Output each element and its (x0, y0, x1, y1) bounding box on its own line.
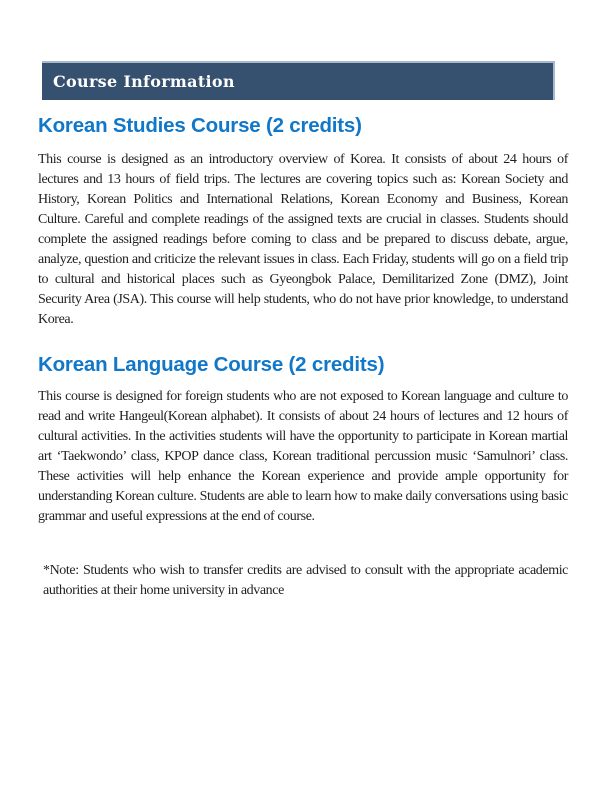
course-1-description: This course is designed as an introductory overview of Korea. It consists of about 24 hours of lectures and 13 hours of field trips. The lectures are covering topics such as: Korean Society and History, Korean Politics and International Relations, Korean Economy and Business, Korean Culture. Careful and complete readings of the assigned texts are crucial in classes. Students should complete the assigned readings before coming to class and be prepared to discuss debate, argue, analyze, question and criticize the relevant issues in class. Each Friday, students will go on a field trip to cultural and historical places such as Gyeongbok Palace, Demilitarized Zone (DMZ), Joint Security Area (JSA). This course will help students, who do not have prior knowledge, to understand Korea. (38, 152, 568, 327)
section-header-title: Course Information (53, 72, 235, 91)
transfer-credit-note: *Note: Students who wish to transfer credits are advised to consult with the appropriate academic authorities at their home university in advance (43, 563, 568, 598)
section-header-bar (42, 61, 555, 100)
course-1-title: Korean Studies Course (2 credits) (38, 114, 362, 137)
course-2-title: Korean Language Course (2 credits) (38, 353, 385, 376)
course-2-description: This course is designed for foreign students who are not exposed to Korean language and culture to read and write Hangeul(Korean alphabet). It consists of about 24 hours of lectures and 12 hours of cultural activities. In the activities students will have the opportunity to participate in Korean martial art ‘Taekwondo’ class, KPOP dance class, Korean traditional percussion music ‘Samulnori’ class. These activities will help enhance the Korean experience and provide ample opportunity for understanding Korean culture. Students are able to learn how to make daily conversations using basic grammar and useful expressions at the end of course. (38, 389, 568, 524)
